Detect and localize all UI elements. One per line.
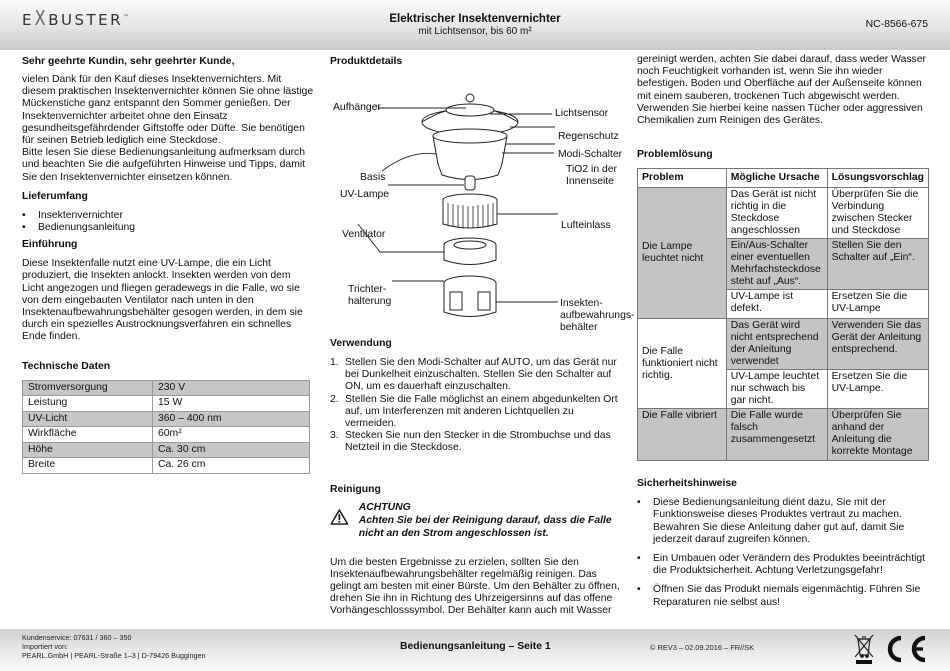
cleaning-body: Um die besten Ergebnisse zu erzielen, sollten Sie den Insektenaufbewahrungsbehälter regelmäßig reinigen. Das gelingt am besten mit einer Bürste. Um den Behälter zu öffnen, drehen Sie ihn in Richtung des Uhrzeigersinns auf das offene Vorhängeschlosssymbol. Der Behälter kann auch mit Wasser bbox=[330, 556, 620, 617]
tech-value: 15 W bbox=[153, 396, 310, 412]
solution-cell: Stellen Sie den Schalter auf „Ein“. bbox=[827, 239, 928, 290]
safety-heading: Sicherheitshinweise bbox=[637, 478, 737, 490]
warning-box bbox=[330, 501, 620, 540]
label-trichterhalterung-line2: halterung bbox=[348, 296, 392, 307]
tech-key: Breite bbox=[23, 458, 153, 474]
customer-service: Kundenservice: 07631 / 360 – 350 bbox=[22, 633, 132, 642]
safety-item: • Öffnen Sie das Produkt niemals eigenmächtig. Führen Sie Reparaturen nie selbst aus! bbox=[637, 584, 927, 608]
step-number: 1. bbox=[330, 357, 339, 368]
step-number: 3. bbox=[330, 430, 339, 442]
label-insektenbehaelter-line2: aufbewahrungs- bbox=[560, 310, 635, 321]
imported-by-label: Importiert von: bbox=[22, 642, 68, 652]
document-subtitle: mit Lichtsensor, bis 60 m² bbox=[418, 26, 532, 37]
column-header-problem: Problem bbox=[638, 169, 727, 188]
revision-info: © REV3 – 02.09.2016 – FR//SK bbox=[650, 643, 755, 652]
tech-key: Leistung bbox=[23, 396, 153, 412]
label-insektenbehaelter: Insekten- bbox=[560, 298, 603, 309]
table-row bbox=[23, 396, 310, 412]
label-basis: Basis bbox=[360, 172, 386, 183]
tech-value: 360 – 400 nm bbox=[153, 411, 310, 427]
label-lufteinlass: Lufteinlass bbox=[561, 220, 611, 231]
label-uv-lampe: UV-Lampe bbox=[340, 189, 390, 200]
solution-cell: Überprüfen Sie die Verbindung zwischen Stecker und Steckdose bbox=[827, 188, 928, 239]
usage-steps bbox=[330, 357, 620, 455]
table-row bbox=[638, 188, 929, 239]
label-aufhaenger: Aufhänger bbox=[333, 102, 381, 113]
solution-cell: Überprüfen Sie anhand der Anleitung die korrekte Montage bbox=[827, 409, 928, 461]
cause-cell: Das Gerät ist nicht richtig in die Steckdose angeschlossen bbox=[726, 188, 827, 239]
scope-item: • Insektenvernichter bbox=[22, 210, 314, 222]
intro-heading: Einführung bbox=[22, 239, 78, 251]
step-text: Stellen Sie die Falle möglichst an einem abgedunkelten Ort auf, um Interferenzen mit anderen Lichtquellen zu vermeiden. bbox=[345, 393, 618, 430]
article-number: NC-8566-675 bbox=[865, 19, 928, 30]
tech-heading: Technische Daten bbox=[22, 360, 111, 372]
product-exploded-diagram bbox=[330, 72, 635, 334]
cause-cell: UV-Lampe ist defekt. bbox=[726, 290, 827, 319]
safety-item: • Diese Bedienungsanleitung dient dazu, Sie mit der Funktionsweise dieses Produktes vertraut zu machen. Bewahren Sie diese Anleitung daher gut auf, damit Sie jederzeit darauf zugreifen können. bbox=[637, 497, 927, 546]
solution-cell: Ersetzen Sie die UV-Lampe. bbox=[827, 370, 928, 409]
usage-step bbox=[330, 430, 620, 454]
label-regenschutz: Regenschutz bbox=[558, 131, 619, 142]
solution-cell: Verwenden Sie das Gerät der Anleitung entsprechend. bbox=[827, 319, 928, 370]
tech-key: Höhe bbox=[23, 442, 153, 458]
scope-item: • Bedienungsanleitung bbox=[22, 222, 314, 234]
cause-cell: Die Falle wurde falsch zusammengesetzt bbox=[726, 409, 827, 461]
certification-marks bbox=[853, 633, 929, 665]
table-row bbox=[23, 442, 310, 458]
safety-item: • Ein Umbauen oder Verändern des Produktes beeinträchtigt die Produktsicherheit. Achtung Verletzungsgefahr! bbox=[637, 553, 927, 577]
step-number: 2. bbox=[330, 393, 339, 405]
table-row bbox=[23, 380, 310, 396]
brand-logo bbox=[22, 6, 130, 30]
step-text: Stellen Sie den Modi-Schalter auf AUTO, um das Gerät nur bei Dunkelheit einzuschalten. Stellen Sie den Schalter auf ON, um es dauerhaft einzuschalten. bbox=[345, 357, 617, 393]
logo-text: BUSTER bbox=[48, 11, 124, 29]
troubleshooting-table bbox=[637, 168, 929, 461]
trademark-mark: ™ bbox=[123, 14, 130, 21]
cleaning-heading: Reinigung bbox=[330, 483, 381, 495]
ce-mark-icon bbox=[881, 634, 929, 664]
greeting-heading: Sehr geehrte Kundin, sehr geehrter Kunde, bbox=[22, 56, 235, 67]
label-tio2-line2: Innenseite bbox=[566, 176, 614, 187]
solution-cell: Ersetzen Sie die UV-Lampe bbox=[827, 290, 928, 319]
warning-title: ACHTUNG bbox=[358, 501, 411, 513]
usage-step bbox=[330, 394, 620, 431]
tech-key: Wirkfläche bbox=[23, 427, 153, 443]
table-row bbox=[638, 409, 929, 461]
title-block bbox=[320, 13, 630, 38]
warning-text: Achten Sie bei der Reinigung darauf, dass die Falle nicht an den Strom angeschlossen ist. bbox=[358, 514, 612, 539]
tech-key: Stromversorgung bbox=[23, 380, 153, 396]
label-tio2: TiO2 in der bbox=[566, 164, 618, 175]
middle-column bbox=[330, 56, 635, 618]
cleaning-continued: gereinigt werden, achten Sie dabei darauf, dass weder Wasser noch Feuchtigkeit vorhanden ist, wenn Sie ihn wieder befestigen. Boden und Oberfläche auf der Außenseite können mit einem sauberen, trockenen Tuch abgewischt werden. Verwenden Sie hierbei keine nassen Tücher oder aggressiven Chemikalien zum Reinigen des Gerätes. bbox=[637, 54, 926, 127]
label-modi-schalter: Modi-Schalter bbox=[558, 149, 623, 160]
table-row bbox=[638, 319, 929, 370]
page-footer bbox=[0, 629, 950, 671]
intro-paragraph: vielen Dank für den Kauf dieses Insektenvernichters. Mit diesem praktischen Insektenvernichter können Sie ohne lästige Mückenstiche ganz entspannt den Sommer genießen. Der Insektenvernichter arbeitet ohne den Einsatz gesundheitsgefährdender Giftstoffe oder Düfte. Sie benötigen für seinen Betrieb lediglich eine Steckdose. bbox=[22, 74, 314, 147]
table-header-row bbox=[638, 169, 929, 188]
safety-list bbox=[637, 497, 927, 609]
weee-bin-icon bbox=[853, 633, 875, 665]
tech-value: Ca. 26 cm bbox=[153, 458, 310, 474]
cause-cell: Ein/Aus-Schalter einer eventuellen Mehrfachsteckdose steht auf „Aus“. bbox=[726, 239, 827, 290]
company-address: PEARL.GmbH | PEARL-Straße 1–3 | D-79426 Buggingen bbox=[22, 651, 206, 661]
cause-cell: UV-Lampe leuchtet nur schwach bis gar nicht. bbox=[726, 370, 827, 409]
footer-contact bbox=[22, 633, 206, 661]
label-trichterhalterung: Trichter- bbox=[348, 284, 387, 295]
cause-cell: Das Gerät wird nicht entsprechend der Anleitung verwendet bbox=[726, 319, 827, 370]
details-heading: Produktdetails bbox=[330, 56, 403, 67]
logo-x-mark: X bbox=[34, 6, 48, 30]
tech-table bbox=[22, 380, 310, 474]
column-header-solution: Lösungsvorschlag bbox=[827, 169, 928, 188]
problem-cell: Die Falle vibriert bbox=[638, 409, 727, 461]
table-row bbox=[23, 458, 310, 474]
problem-cell: Die Falle funktioniert nicht richtig. bbox=[638, 319, 727, 409]
usage-heading: Verwendung bbox=[330, 338, 392, 349]
label-insektenbehaelter-line3: behälter bbox=[560, 322, 598, 333]
trouble-heading: Problemlösung bbox=[637, 149, 713, 161]
label-lichtsensor: Lichtsensor bbox=[555, 108, 609, 119]
logo-letter: E bbox=[22, 11, 34, 29]
tech-value: 60m² bbox=[153, 427, 310, 443]
tech-key: UV-Licht bbox=[23, 411, 153, 427]
table-row bbox=[23, 427, 310, 443]
column-header-cause: Mögliche Ursache bbox=[726, 169, 827, 188]
tech-value: Ca. 30 cm bbox=[153, 442, 310, 458]
left-column bbox=[22, 56, 314, 474]
problem-cell: Die Lampe leuchtet nicht bbox=[638, 188, 727, 319]
scope-list bbox=[22, 210, 314, 234]
warning-triangle-icon bbox=[330, 503, 349, 531]
document-title: Elektrischer Insektenvernichter bbox=[389, 13, 561, 25]
page-header bbox=[0, 0, 950, 50]
table-row bbox=[23, 411, 310, 427]
tech-value: 230 V bbox=[153, 380, 310, 396]
page-label: Bedienungsanleitung – Seite 1 bbox=[400, 641, 551, 652]
scope-heading: Lieferumfang bbox=[22, 190, 88, 202]
intro-body: Diese Insektenfalle nutzt eine UV-Lampe, die ein Licht produziert, die Insekten anlockt. Insekten werden von dem Licht angezogen und fliegen geradewegs in die Falle, wo sie von dem eingebauten Ventilator nach unten in den Insektenaufbewahrungsbehälter gesogen werden, in dem sie durch ein spezielles Austrocknungsverfahren ein schnelles Ende finden. bbox=[22, 258, 303, 343]
intro-paragraph-2: Bitte lesen Sie diese Bedienungsanleitung aufmerksam durch und beachten Sie die aufgeführten Hinweise und Tipps, damit Sie den Insektenvernichter einsetzen können. bbox=[22, 147, 306, 183]
right-column bbox=[637, 54, 927, 609]
warning-content bbox=[359, 501, 620, 540]
usage-step bbox=[330, 357, 620, 394]
step-text: Stecken Sie nun den Stecker in die Strombuchse und das Netzteil in die Steckdose. bbox=[345, 430, 611, 454]
label-ventilator: Ventilator bbox=[342, 229, 386, 240]
